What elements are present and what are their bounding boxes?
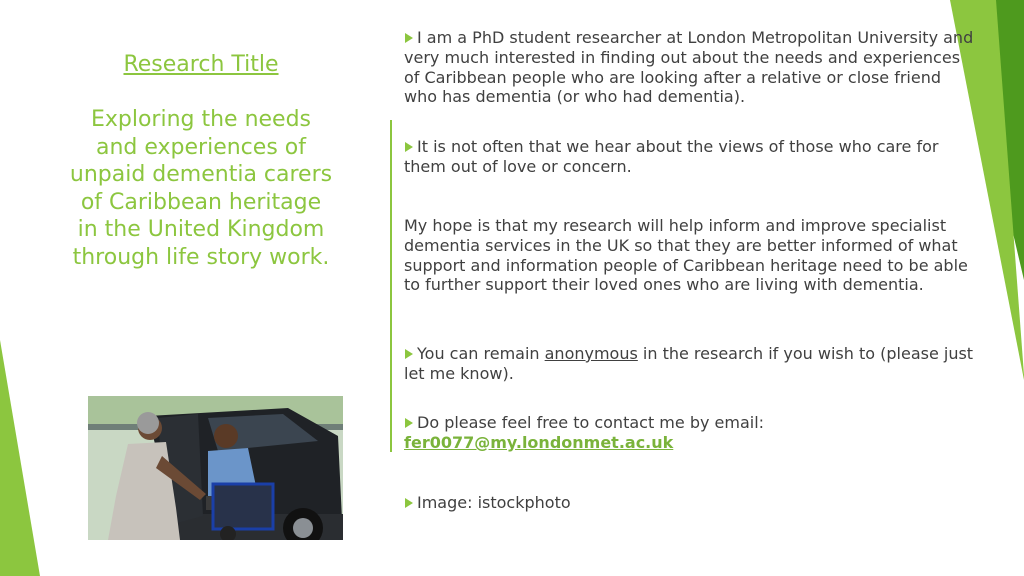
research-subject xyxy=(56,106,346,271)
green-arrow-bullet-icon xyxy=(405,33,413,43)
caregiver-photo xyxy=(88,396,343,540)
green-arrow-bullet-icon xyxy=(405,498,413,508)
subject-line: unpaid dementia carers xyxy=(69,162,333,188)
anonymity-text-start: You can remain xyxy=(417,344,545,363)
title-block xyxy=(56,52,346,271)
views-paragraph xyxy=(404,137,974,177)
vertical-divider xyxy=(390,120,392,452)
green-arrow-bullet-icon xyxy=(405,349,413,359)
contact-text: Do please feel free to contact me by email: xyxy=(417,413,765,432)
anonymity-paragraph xyxy=(404,344,974,384)
subject-line: Exploring the needs xyxy=(90,107,312,133)
bottom-left-green-stripe xyxy=(0,340,40,576)
intro-text: I am a PhD student researcher at London Metropolitan University and very much interested in finding out about the needs and experiences of Caribbean people who are looking after a relative or close friend who has dementia (or who had dementia). xyxy=(404,28,974,107)
hope-paragraph: My hope is that my research will help inform and improve specialist dementia services in the UK so that they are better informed of what support and information people of Caribbean heritage need to be able to further support their loved ones who are living with dementia. xyxy=(404,216,968,295)
views-text: It is not often that we hear about the views of those who care for them out of love or concern. xyxy=(404,137,939,176)
intro-paragraph xyxy=(404,28,974,107)
subject-line: through life story work. xyxy=(72,244,330,270)
contact-paragraph xyxy=(404,413,974,453)
photo-illustration xyxy=(88,396,343,540)
green-arrow-bullet-icon xyxy=(405,142,413,152)
email-link[interactable]: fer0077@my.londonmet.ac.uk xyxy=(404,432,674,452)
image-credit-text: Image: istockphoto xyxy=(417,493,571,512)
anonymity-text-end: in the research if you wish to (please just let me know). xyxy=(404,344,974,383)
green-arrow-bullet-icon xyxy=(405,418,413,428)
subject-line: of Caribbean heritage xyxy=(80,189,322,215)
image-credit-paragraph xyxy=(404,493,974,513)
anonymous-underlined-word: anonymous xyxy=(544,344,638,363)
research-title-heading: Research Title xyxy=(123,52,279,77)
subject-line: and experiences of xyxy=(96,134,306,160)
subject-line: in the United Kingdom xyxy=(77,217,325,243)
